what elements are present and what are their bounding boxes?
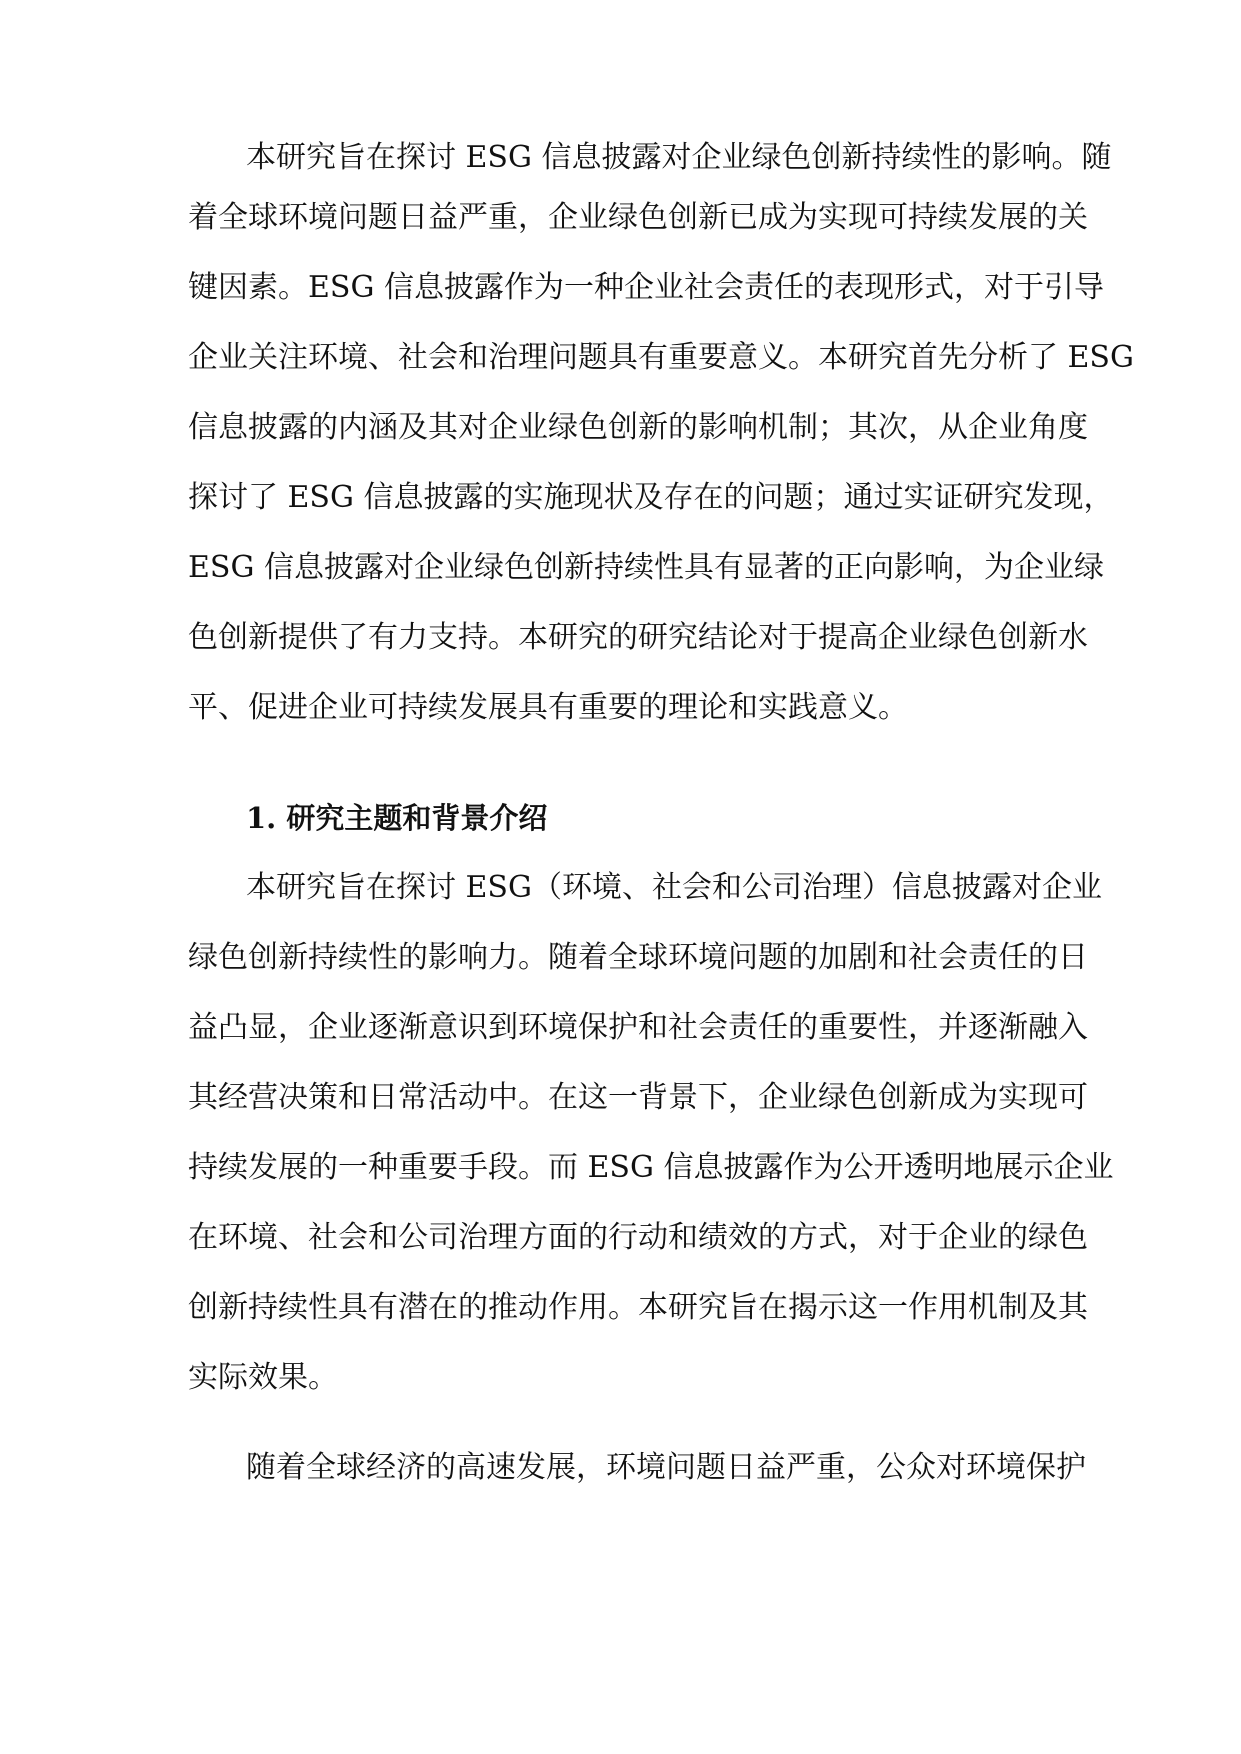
paragraph-1-line-2: 着全球环境问题日益严重，企业绿色创新已成为实现可持续发展的关 xyxy=(188,200,1088,235)
paragraph-2-line-2: 绿色创新持续性的影响力。随着全球环境问题的加剧和社会责任的日 xyxy=(188,940,1088,975)
paragraph-1-line-4: 企业关注环境、社会和治理问题具有重要意义。本研究首先分析了 ESG xyxy=(188,340,1134,375)
paragraph-2-line-5: 持续发展的一种重要手段。而 ESG 信息披露作为公开透明地展示企业 xyxy=(188,1150,1114,1185)
paragraph-2-line-3: 益凸显，企业逐渐意识到环境保护和社会责任的重要性，并逐渐融入 xyxy=(188,1010,1088,1045)
paragraph-1-line-6: 探讨了 ESG 信息披露的实施现状及存在的问题；通过实证研究发现， xyxy=(188,480,1114,515)
paragraph-3-line-1: 随着全球经济的高速发展，环境问题日益严重，公众对环境保护 xyxy=(246,1450,1086,1485)
paragraph-1-line-9: 平、促进企业可持续发展具有重要的理论和实践意义。 xyxy=(188,690,908,725)
paragraph-2-line-1: 本研究旨在探讨 ESG（环境、社会和公司治理）信息披露对企业 xyxy=(246,870,1102,905)
paragraph-1-line-7: ESG 信息披露对企业绿色创新持续性具有显著的正向影响，为企业绿 xyxy=(188,550,1104,585)
section-heading: 1. 研究主题和背景介绍 xyxy=(246,801,548,835)
paragraph-1-line-1: 本研究旨在探讨 ESG 信息披露对企业绿色创新持续性的影响。随 xyxy=(246,140,1112,175)
paragraph-1-line-8: 色创新提供了有力支持。本研究的研究结论对于提高企业绿色创新水 xyxy=(188,620,1088,655)
paragraph-2-line-4: 其经营决策和日常活动中。在这一背景下，企业绿色创新成为实现可 xyxy=(188,1080,1088,1115)
paragraph-1-line-3: 键因素。ESG 信息披露作为一种企业社会责任的表现形式，对于引导 xyxy=(188,270,1104,305)
paragraph-1-line-5: 信息披露的内涵及其对企业绿色创新的影响机制；其次，从企业角度 xyxy=(188,410,1088,445)
paragraph-2-line-8: 实际效果。 xyxy=(188,1360,338,1395)
paragraph-2-line-7: 创新持续性具有潜在的推动作用。本研究旨在揭示这一作用机制及其 xyxy=(188,1290,1088,1325)
paragraph-2-line-6: 在环境、社会和公司治理方面的行动和绩效的方式，对于企业的绿色 xyxy=(188,1220,1088,1255)
